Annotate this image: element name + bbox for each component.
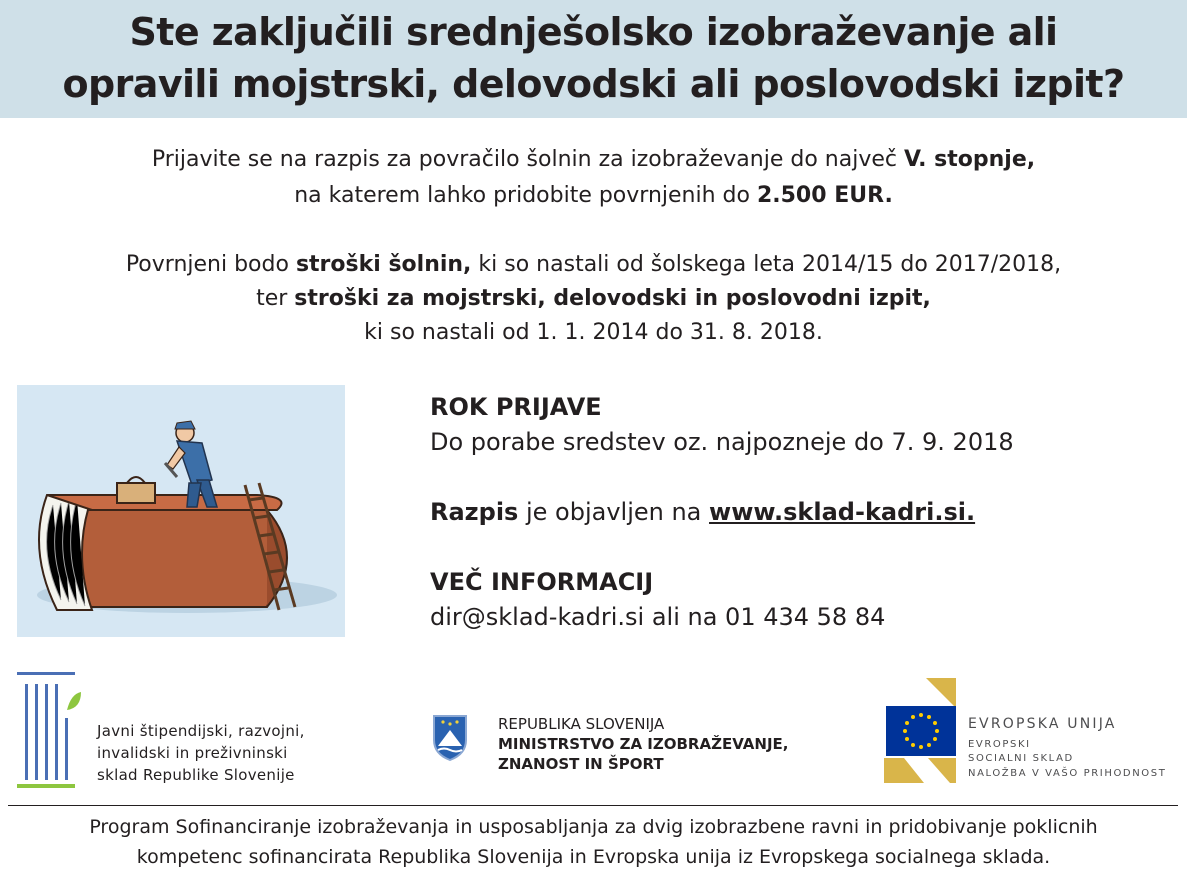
fund-name-line: sklad Republike Slovenije — [97, 766, 295, 784]
costs-tuition: stroški šolnin, — [295, 252, 472, 277]
headline — [0, 0, 1187, 110]
costs-exams: stroški za mojstrski, delovodski in poslovodni izpit, — [294, 286, 931, 311]
fund-name — [97, 720, 305, 786]
esf-name — [968, 738, 1074, 766]
info-block — [430, 390, 1130, 635]
costs-period: ki so nastali od 1. 1. 2014 do 31. 8. 2018. — [364, 320, 823, 345]
costs-paragraph — [0, 248, 1187, 350]
fund-columns-icon — [15, 670, 85, 792]
headline-banner — [0, 0, 1187, 118]
eu-slogan: NALOŽBA V VAŠO PRIHODNOST — [968, 768, 1167, 779]
fund-name-line: Javni štipendijski, razvojni, — [97, 722, 305, 740]
footer-line: kompetenc sofinancirata Republika Slovenija in Evropska unija iz Evropskega socialnega sklada. — [136, 846, 1051, 868]
footer-note — [0, 812, 1187, 872]
slovenia-coat-of-arms-icon — [430, 712, 470, 762]
esf-name-line: SOCIALNI SKLAD — [968, 753, 1074, 764]
costs-text: ki so nastali od šolskega leta 2014/15 do 2017/2018, — [471, 252, 1062, 277]
ministry-name — [498, 714, 789, 774]
more-info-title: VEČ INFORMACIJ — [430, 568, 654, 596]
ministry-title: ZNANOST IN ŠPORT — [498, 755, 664, 773]
ministry-title: MINISTRSTVO ZA IZOBRAŽEVANJE, — [498, 735, 789, 753]
ministry-logo — [430, 712, 830, 782]
eu-flag-icon — [884, 678, 964, 783]
costs-text: Povrnjeni bodo — [125, 252, 296, 277]
tender-line — [430, 495, 1130, 530]
deadline-title: ROK PRIJAVE — [430, 393, 602, 421]
intro-degree-level: V. stopnje, — [903, 147, 1036, 172]
intro-paragraph — [0, 142, 1187, 214]
fund-logo — [15, 670, 345, 790]
intro-max-amount: 2.500 EUR. — [756, 183, 893, 208]
footer-divider — [8, 805, 1178, 806]
footer-line: Program Sofinanciranje izobraževanja in usposabljanja za dvig izobrazbene ravni in pridobivanje poklicnih — [89, 816, 1098, 838]
tender-text: je objavljen na — [518, 498, 710, 526]
headline-line-2: opravili mojstrski, delovodski ali poslovodski izpit? — [62, 62, 1125, 106]
deadline-text: Do porabe sredstev oz. najpozneje do 7. 9. 2018 — [430, 428, 1014, 456]
website-link[interactable]: www.sklad-kadri.si. — [709, 498, 976, 526]
esf-name-line: EVROPSKI — [968, 739, 1031, 750]
contact-text: dir@sklad-kadri.si ali na 01 434 58 84 — [430, 603, 886, 631]
tender-label: Razpis — [430, 498, 519, 526]
book-worker-illustration — [17, 385, 345, 637]
eu-title: EVROPSKA UNIJA — [968, 716, 1117, 732]
illustration-worker-on-book — [17, 385, 345, 637]
headline-line-1: Ste zaključili srednješolsko izobraževanje ali — [129, 10, 1058, 54]
intro-text: Prijavite se na razpis za povračilo šolnin za izobraževanje do največ — [151, 147, 904, 172]
ministry-country: REPUBLIKA SLOVENIJA — [498, 715, 665, 733]
intro-text: na katerem lahko pridobite povrnjenih do — [294, 183, 757, 208]
eu-esf-logo — [884, 678, 1184, 783]
fund-name-line: invalidski in preživninski — [97, 744, 288, 762]
costs-text: ter — [256, 286, 295, 311]
